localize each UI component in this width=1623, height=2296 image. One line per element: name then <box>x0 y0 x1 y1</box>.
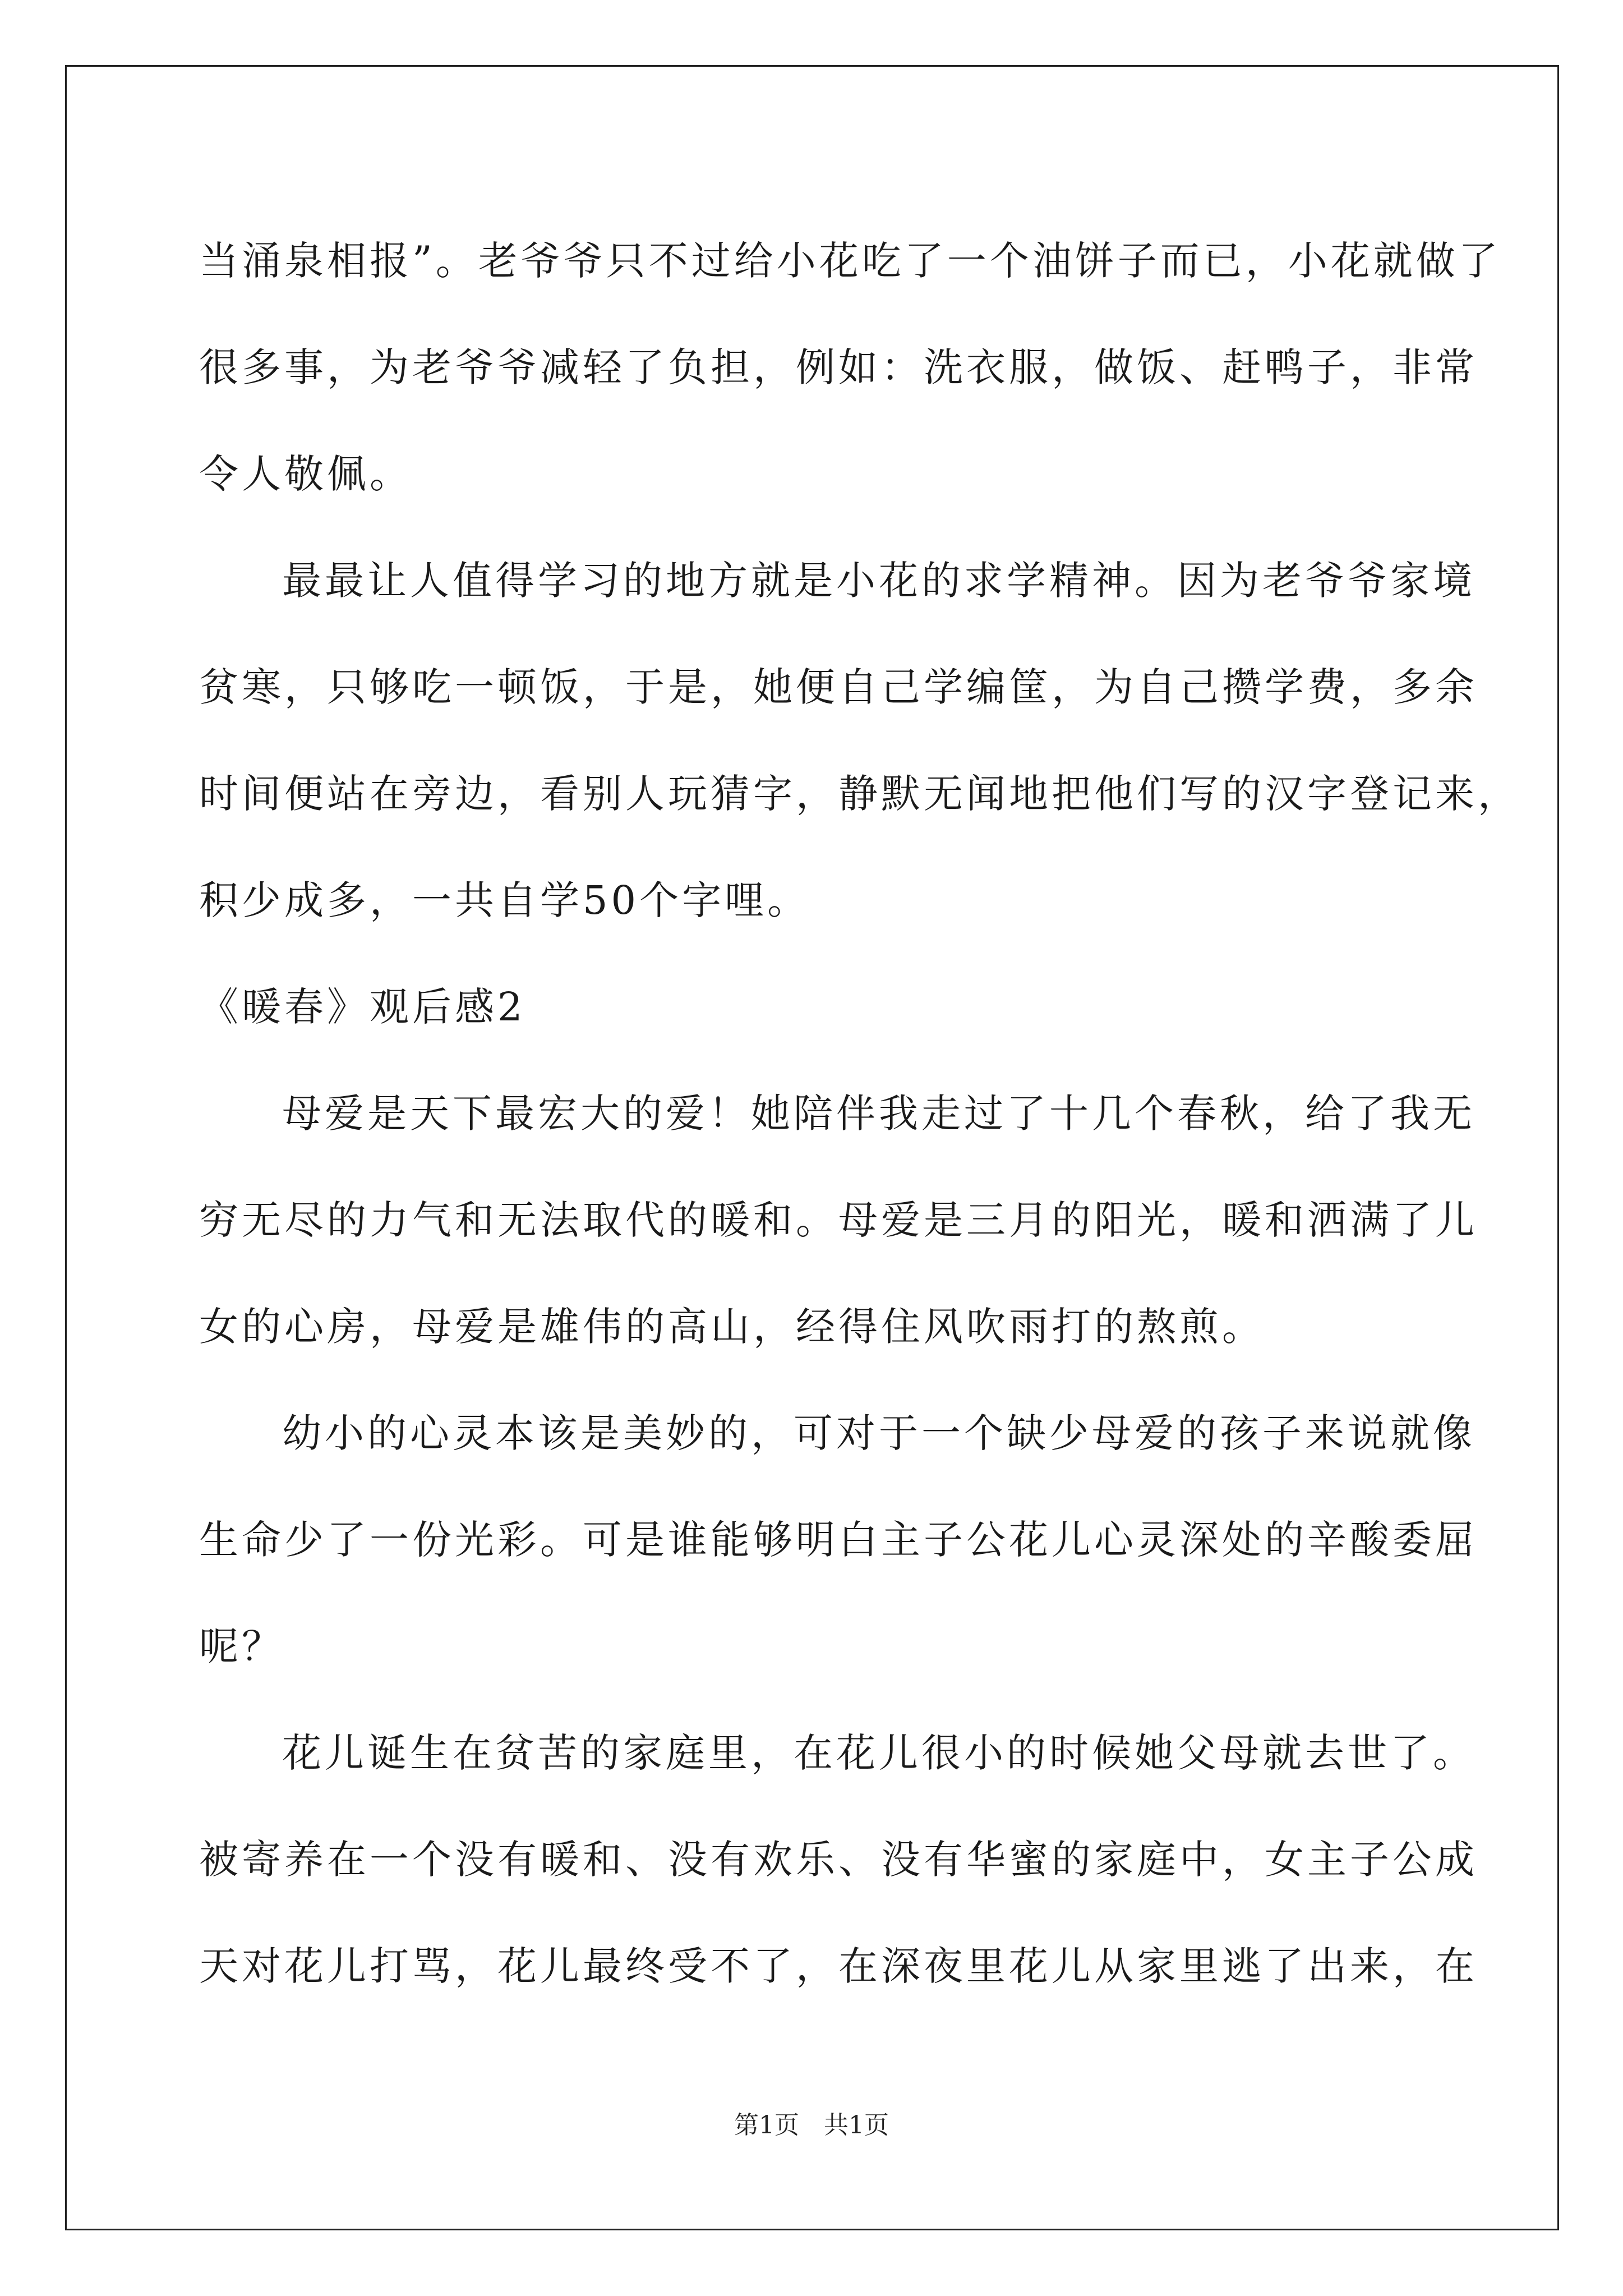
page-footer <box>0 2105 1623 2141</box>
text-line-6: 时间便站在旁边，看别人玩猜字，静默无闻地把他们写的汉字登记来， <box>199 771 1520 817</box>
text-line-15: 花儿诞生在贫苦的家庭里，在花儿很小的时候她父母就去世了。 <box>282 1730 1476 1776</box>
text-line-1: 当涌泉相报”。老爷爷只不过给小花吃了一个油饼子而已，小花就做了 <box>199 238 1501 284</box>
text-line-11: 女的心房，母爱是雄伟的高山，经得住风吹雨打的熬煎。 <box>199 1304 1265 1350</box>
text-line-17: 天对花儿打骂，花儿最终受不了，在深夜里花儿从家里逃了出来，在 <box>199 1943 1478 1989</box>
page-total: 共1页 <box>824 2111 889 2139</box>
text-line-16: 被寄养在一个没有暖和、没有欢乐、没有华蜜的家庭中，女主子公成 <box>199 1837 1478 1883</box>
text-line-10: 穷无尽的力气和无法取代的暖和。母爱是三月的阳光，暖和洒满了儿 <box>199 1197 1478 1243</box>
text-line-2: 很多事，为老爷爷减轻了负担，例如：洗衣服，做饭、赶鸭子，非常 <box>199 344 1478 390</box>
text-line-9: 母爱是天下最宏大的爱！她陪伴我走过了十几个春秋，给了我无 <box>282 1091 1476 1137</box>
text-line-12: 幼小的心灵本该是美妙的，可对于一个缺少母爱的孩子来说就像 <box>282 1410 1476 1456</box>
page-number: 第1页 <box>734 2111 799 2139</box>
text-line-5: 贫寒，只够吃一顿饭，于是，她便自己学编筐，为自己攒学费，多余 <box>199 664 1478 710</box>
section-heading: 《暖春》观后感2 <box>199 984 526 1030</box>
text-line-7: 积少成多，一共自学50个字哩。 <box>199 877 810 923</box>
text-line-3: 令人敬佩。 <box>199 451 412 497</box>
text-line-4: 最最让人值得学习的地方就是小花的求学精神。因为老爷爷家境 <box>282 558 1476 604</box>
text-line-13: 生命少了一份光彩。可是谁能够明白主子公花儿心灵深处的辛酸委屈 <box>199 1517 1478 1563</box>
text-line-14: 呢？ <box>199 1623 284 1669</box>
document-body <box>199 208 1520 2019</box>
